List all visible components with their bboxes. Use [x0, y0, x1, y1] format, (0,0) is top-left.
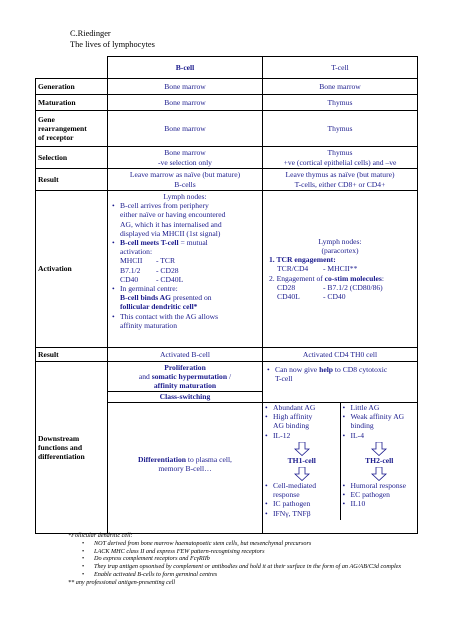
bcell-column-title: B-cell — [108, 57, 263, 79]
pair-right: - TCR — [156, 256, 176, 266]
pair-right: - CD40 — [323, 292, 346, 301]
list-item: • NOT derived from bone marrow haematopoetic stem cells, but mesenchymal precursors — [94, 540, 438, 548]
pair-row — [120, 256, 260, 265]
tcell-gene: Thymus — [263, 111, 418, 147]
pair-right: - CD28 — [156, 265, 179, 275]
table-header-row — [36, 57, 418, 79]
label-line: functions and — [38, 442, 83, 452]
text-line: Bone marrow — [164, 148, 206, 158]
table-row — [36, 191, 418, 348]
author: C.Riedinger — [70, 29, 111, 38]
document-title: The lives of lymphocytes — [70, 40, 155, 49]
text-line: AG, which it has internalised and — [120, 219, 222, 229]
list-item: • IL10 — [351, 499, 417, 508]
bold-text: somatic hypermutation — [151, 372, 228, 382]
pair-right: - MHCII** — [323, 264, 358, 274]
row-label-generation: Generation — [36, 79, 108, 95]
footnotes — [68, 532, 438, 587]
th1-column — [263, 403, 341, 520]
bcell-gene: Bone marrow — [108, 111, 263, 147]
text-span: : — [381, 273, 384, 283]
bcell-maturation: Bone marrow — [108, 95, 263, 111]
footnote-double-star: ** any professional antigen-presenting cell — [68, 578, 176, 586]
list-item: • Do express complement receptors and FcγRIIb — [94, 555, 438, 563]
th1-label: TH1-cell — [287, 455, 316, 465]
tcell-result — [263, 169, 418, 191]
down-arrow-icon — [294, 467, 310, 481]
list-item — [275, 365, 415, 383]
text-line: • Cell-mediated — [273, 481, 317, 491]
proliferation-box — [108, 362, 262, 392]
list-item — [120, 312, 260, 330]
row-label-result-2: Result — [36, 348, 108, 362]
tcell-column-title: T-cell — [263, 57, 418, 79]
pair-right: - B7.1/2 (CD80/86) — [323, 282, 383, 292]
bold-text: B-cell meets T-cell — [120, 238, 179, 248]
bcell-activation — [108, 191, 263, 348]
th-split — [263, 403, 417, 520]
list-item — [273, 481, 339, 499]
bold-text: Differentiation — [138, 455, 186, 464]
bcell-selection — [108, 147, 263, 169]
th2-column — [341, 403, 418, 520]
text-line: affinity maturation — [120, 320, 178, 330]
pair-row — [269, 292, 415, 301]
label-line: Downstream — [38, 433, 80, 443]
text-line: Leave thymus as naïve (but mature) — [285, 170, 395, 180]
bold-text: help — [319, 365, 334, 374]
row-label-maturation: Maturation — [36, 95, 108, 111]
label-line: rearrangement — [38, 123, 87, 133]
text-line: T-cell — [275, 374, 293, 384]
tcell-result-2: Activated CD4 TH0 cell — [263, 348, 418, 362]
text-span: to plasma cell, — [185, 455, 232, 464]
tcell-maturation: Thymus — [263, 95, 418, 111]
label-line: Gene — [38, 114, 55, 124]
row-label-activation: Activation — [36, 191, 108, 348]
down-arrow-icon — [371, 467, 387, 481]
help-box — [263, 362, 417, 403]
pair-left: B7.1/2 — [120, 265, 141, 275]
text-line: response — [273, 490, 300, 500]
text-span: = mutual — [178, 238, 208, 248]
bcell-generation: Bone marrow — [108, 79, 263, 95]
text-line: • In germinal centre: — [120, 284, 178, 294]
list-item: • EC pathogen — [351, 490, 417, 499]
list-item: • IL-4 — [351, 431, 417, 440]
row-label-result: Result — [36, 169, 108, 191]
bold-text: affinity maturation — [153, 381, 217, 391]
list-item: • IFNγ, TNFβ — [273, 509, 339, 518]
bcell-result-2: Activated B-cell — [108, 348, 263, 362]
list-item — [120, 284, 260, 312]
table-row — [36, 111, 418, 147]
list-item: • LACK MHC class II and express FEW pattern-recognising receptors — [94, 548, 438, 556]
bcell-result — [108, 169, 263, 191]
pair-row — [120, 266, 260, 275]
bcell-downstream — [108, 362, 263, 534]
text-line: binding — [350, 421, 374, 431]
text-line: • This contact with the AG allows — [120, 311, 219, 321]
comparison-table — [35, 56, 418, 534]
label-line: of receptor — [38, 133, 74, 143]
list-item: • Abundant AG — [273, 403, 339, 412]
class-switching-box — [108, 392, 262, 403]
pair-row — [269, 264, 415, 273]
text-span: / — [227, 372, 232, 382]
text-line: memory B-cell… — [158, 464, 212, 474]
text-line: B-cells — [174, 179, 196, 189]
list-item: • IC pathogen — [273, 499, 339, 508]
pair-left: CD40 — [120, 274, 139, 284]
text-line: +ve (cortical epithelial cells) and –ve — [283, 157, 397, 167]
table-row — [36, 169, 418, 191]
pair-left: TCR/CD4 — [277, 264, 309, 274]
text-span: 2. Engagement of — [269, 273, 325, 283]
down-arrow-icon — [294, 442, 310, 456]
lymph-nodes-title: Lymph nodes: — [163, 192, 207, 201]
text-line: displayed via MHCII (1st signal) — [120, 228, 221, 238]
pair-left: CD40L — [277, 292, 300, 301]
down-arrow-icon — [371, 442, 387, 456]
bold-text: Proliferation — [164, 363, 206, 372]
text-span: to CD8 cytotoxic — [333, 365, 388, 374]
pair-left: CD28 — [277, 282, 296, 292]
table-row — [36, 147, 418, 169]
text-span: presented on — [171, 293, 212, 303]
list-item — [351, 412, 417, 430]
text-span: and — [138, 372, 152, 382]
bold-text: Class-switching — [159, 392, 211, 401]
list-item — [273, 412, 339, 430]
text-line: T-cells, either CD8+ or CD4+ — [294, 179, 386, 189]
row-label-downstream — [36, 362, 108, 534]
document-header — [70, 28, 155, 50]
th2-label: TH2-cell — [365, 455, 394, 465]
pair-row — [120, 275, 260, 284]
differentiation-box — [108, 403, 262, 473]
text-line: Leave marrow as naïve (but mature) — [129, 170, 241, 180]
text-line: (paracortex) — [321, 245, 359, 255]
text-line: AG binding — [273, 421, 310, 431]
table-row — [36, 362, 418, 534]
list-item: • IL-12 — [273, 431, 339, 440]
text-line: either naïve or having encountered — [120, 210, 226, 220]
list-item — [120, 201, 260, 238]
text-span: Can now give — [275, 365, 320, 374]
bold-text: follicular dendritic cell* — [120, 302, 198, 312]
text-line: activation: — [120, 247, 153, 257]
pair-right: - CD40L — [156, 274, 184, 284]
bold-text: co-stim molecules — [324, 273, 382, 283]
text-line: Lymph nodes: — [318, 236, 362, 246]
tcell-selection — [263, 147, 418, 169]
text-line: Thymus — [327, 148, 353, 158]
list-item — [120, 238, 260, 284]
table-row — [36, 348, 418, 362]
label-line: differentiation — [38, 452, 85, 462]
list-item: • They trap antigen opsonised by complement or antibodies and hold it at their surface in the form of an AG/AB/C3d complex — [94, 563, 438, 571]
list-item: • Enable activated B-cells to form germinal centres — [94, 571, 438, 579]
bold-text: 1. TCR engagement: — [269, 255, 336, 265]
row-label-selection: Selection — [36, 147, 108, 169]
text-line: • Weak affinity AG — [350, 412, 405, 422]
text-line: -ve selection only — [158, 157, 212, 167]
pair-row — [269, 283, 415, 292]
text-line: • High affinity — [273, 412, 313, 422]
footnote-title: *Follicular dendritic cell: — [68, 532, 133, 539]
empty-corner — [36, 57, 108, 79]
list-item: • Humoral response — [351, 481, 417, 490]
list-item: • Little AG — [351, 403, 417, 412]
tcell-generation: Bone marrow — [263, 79, 418, 95]
pair-left: MHCII — [120, 256, 143, 266]
bold-text: B-cell binds AG — [120, 293, 172, 303]
tcell-activation — [263, 191, 418, 348]
tcell-downstream — [263, 362, 418, 534]
table-row — [36, 79, 418, 95]
table-row — [36, 95, 418, 111]
text-line: • B-cell arrives from periphery — [120, 201, 209, 211]
row-label-gene-rearrangement — [36, 111, 108, 147]
